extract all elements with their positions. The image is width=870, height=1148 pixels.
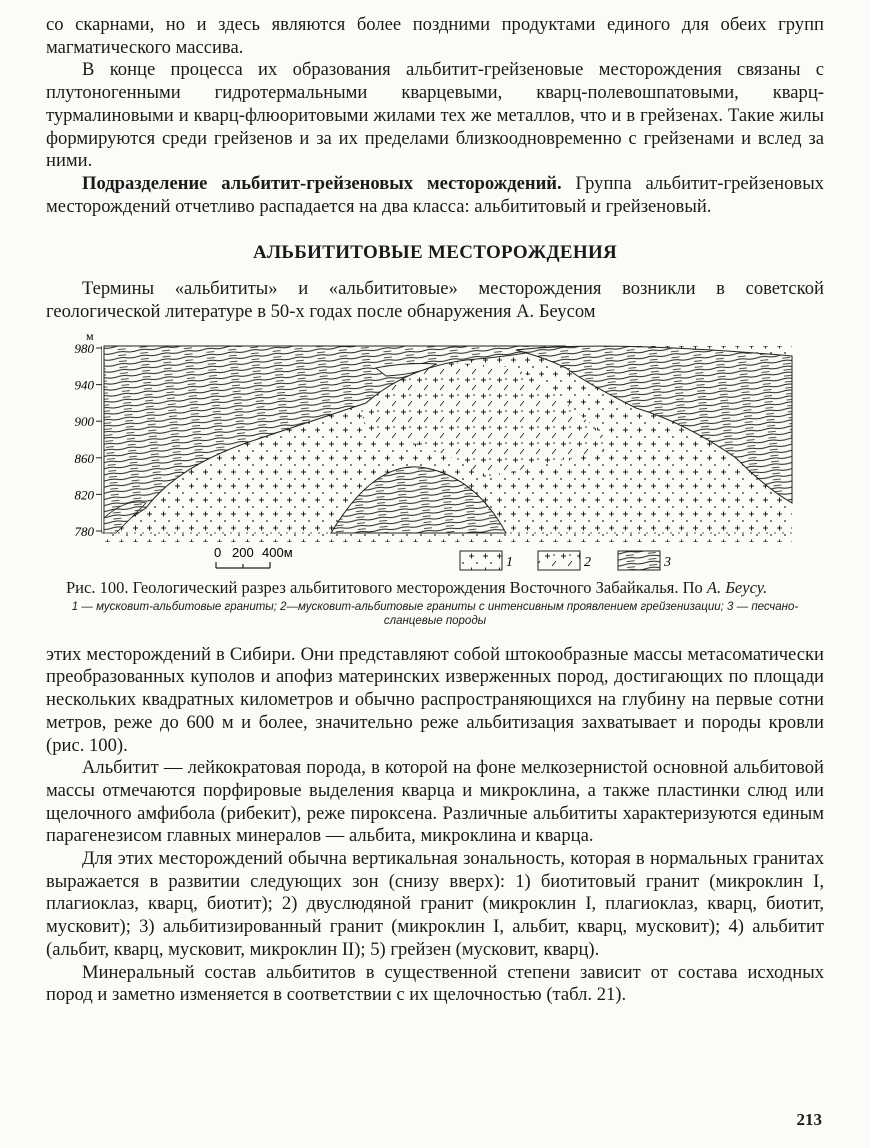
paragraph-2: В конце процесса их образования альбитит-грейзеновые месторождения связаны с плутоногенными гидротермальными кварцевыми, кварц-полевошпатовыми, кварц-турмалиновыми и кварц-флюоритовыми жилами тех же металлов, что и в грейзенах. Такие жилы формируются среди грейзенов и за их пределами близкоодновременно с грейзенами и вслед за ними. (46, 59, 824, 172)
figure-caption-author: А. Беусу. (706, 577, 768, 597)
geological-section-figure (46, 328, 824, 576)
legend-swatch-2 (538, 551, 580, 570)
page-number: 213 (796, 1110, 822, 1129)
y-tick-label: 820 (74, 487, 94, 503)
page-body (46, 14, 824, 1007)
paragraph-5: этих месторождений в Сибири. Они представляют собой штокообразные массы метасоматически преобразованных куполов и апофиз материнских изверженных пород, достигающих по площади нескольких квадратных километров и обычно распространяющихся на глубину на первые сотни метров, реже до 600 м и более, значительно реже альбитизация захватывает и породы кровли (рис. 100). (46, 643, 824, 756)
legend (460, 551, 671, 570)
figure-caption (46, 578, 824, 598)
legend-num-1: 1 (506, 554, 513, 570)
figure-caption-text: Рис. 100. Геологический разрез альбититового месторождения Восточного Забайкалья. По (66, 577, 707, 597)
paragraph-6: Альбитит — лейкократовая порода, в которой на фоне мелкозернистой основной альбитовой массы отмечаются порфировые выделения кварца и микроклина, а также пластинки слюд или щелочного амфибола (рибекит), реже пироксена. Различные альбититы характеризуются единым парагенезисом главных минералов — альбита, микроклина и кварца. (46, 757, 824, 847)
scale-label-200: 200 (232, 544, 254, 560)
legend-swatch-3 (618, 551, 660, 570)
figure-legend-text: 1 — мусковит-альбитовые граниты; 2—мусковит-альбитовые граниты с интенсивным проявлением грейзенизации; 3 — песчано-сланцевые породы (71, 600, 799, 627)
legend-num-3: 3 (664, 554, 671, 570)
y-tick-label: 980 (74, 340, 94, 356)
section-title: АЛЬБИТИТОВЫЕ МЕСТОРОЖДЕНИЯ (252, 242, 618, 264)
paragraph-4: Термины «альбититы» и «альбититовые» месторождения возникли в советской геологической литературе в 50-х годах после обнаружения А. Беусом (46, 278, 824, 323)
y-axis-unit: м (86, 328, 94, 343)
paragraph-8: Минеральный состав альбититов в существенной степени зависит от состава исходных пород и заметно изменяется в соответствии с их щелочностью (табл. 21). (46, 961, 824, 1006)
paragraph-7: Для этих месторождений обычна вертикальная зональность, которая в нормальных гранитах выражается в развитии следующих зон (снизу вверх): 1) биотитовый гранит (микроклин I, плагиоклаз, кварц, биотит); 2) двуслюдяной гранит (микроклин I, плагиоклаз, кварц, биотит, мусковит); 3) альбитизированный гранит (микроклин I, альбит, кварц, мусковит); 4) альбитит (альбит, кварц, мусковит, микроклин II); 5) грейзен (мусковит, кварц). (46, 848, 824, 960)
scale-label-0: 0 (214, 544, 222, 560)
legend-swatch-1 (460, 551, 502, 570)
legend-num-2: 2 (584, 554, 591, 570)
paragraph-3-text: Группа альбитит-грейзеновых месторождений отчетливо распадается на два класса: альбититовый и грейзеновый. (46, 172, 824, 217)
y-tick-label: 900 (74, 413, 94, 429)
y-tick-label: 780 (74, 523, 94, 539)
paragraph-1: со скарнами, но и здесь являются более поздними продуктами единого для обеих групп магматического массива. (46, 14, 824, 58)
scale-label-400: 400м (262, 544, 293, 560)
y-tick-label: 860 (74, 450, 94, 466)
paragraph-3-heading: Подразделение альбитит-грейзеновых месторождений. (82, 172, 562, 194)
y-axis (75, 329, 103, 539)
paragraph-3 (46, 173, 824, 218)
scale-bar (214, 545, 293, 568)
geological-section-svg (46, 328, 824, 576)
y-tick-label: 940 (74, 377, 94, 393)
